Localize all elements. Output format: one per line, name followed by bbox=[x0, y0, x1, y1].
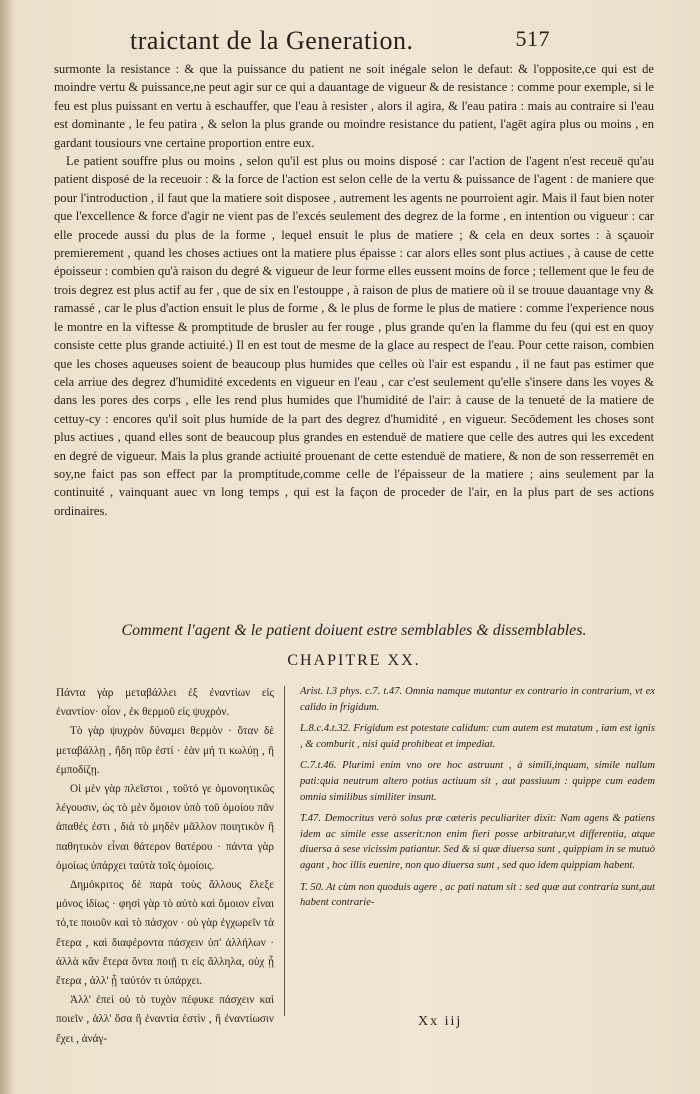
section-heading: Comment l'agent & le patient doiuent estre semblables & dissemblables. bbox=[121, 622, 587, 639]
greek-paragraph: Πάντα γὰρ μεταβάλλει ἐξ ἐναντίων εἰς ἐναντίον· οἷον , ἐκ θερμοῦ εἰς ψυχρόν. bbox=[56, 687, 274, 719]
greek-column bbox=[56, 684, 274, 1049]
gutter-shadow bbox=[0, 0, 14, 1094]
body-paragraph: surmonte la resistance : & que la puissance du patient ne soit inégale selon le defaut: & l'opposite,ce qui est de moindre vertu & puissance,ne peut agir sur ce qui a dauantage de vigueur & de resistance : comme pour exemple, si le feu est plus puissant en vertu à eschauffer, que l'eau à resister , alors il agira, & l'eau patira : mais au contraire si l'eau est dominante , le feu patira , & selon la plus grande ou moindre resistance du patient, l'agēt agira plus ou moins , en gardant tousiours vne certaine proportion entre eux. bbox=[54, 62, 654, 150]
column-divider bbox=[284, 686, 285, 1016]
latin-note: C.7.t.46. Plurimi enim vno ore hoc astruunt , à simili,inquam, simile nullum pati:quia neutrum altero potius actiuum sit , aut passiuum : quippe cum eadem omnia similibus similiter insunt. bbox=[300, 760, 655, 803]
body-paragraph: Le patient souffre plus ou moins , selon qu'il est plus ou moins disposé : car l'action de l'agent n'est receuë qu'au patient disposé de la receuoir : & la force de l'action est selon celle de la vertu & puissance de l'agent : de maniere que pour l'introduction , il faut que la matiere soit disposee , autrement les agents ne pourroient agir. Mais il faut bien noter que l'excellence & force d'agir ne vient pas de l'excés seulement des degrez de la forme , en intention ou vigueur : car elle procede aussi du plus de la forme , lequel ensuit le plus de matiere ; & cela en deux sortes : à sçauoir premierement , quand les choses actiues ont la matiere plus épaisse : car alors elles sont plus actiues , à cause de cette époisseur : combien qu'à raison du degré & vigueur de leur forme elles eussent moins de force ; tellement que le feu de trois degrez est plus actif au fer , que de six en l'estouppe , à raison de plus de matiere où il se trouue dauantage vny & ramassé , car le plus d'action ensuit le plus de forme , & le plus de forme le plus de matiere : comme l'experience nous le montre en la viftesse & promptitude de brusler au fer rouge , plus grande qu'en la flamme du feu (qui est en quoy consiste cette plus grande actiuité.) Il en est tout de mesme de la glace au respect de l'eau. Pour cette raison, combien que les choses aqueuses soient de beaucoup plus humides que celles où l'air est espandu , il ne faut pas estimer que cela arriue des degrez d'humidité excedents en vigueur en l'eau , car c'est seulement qu'elle s'insere dans les voyes & dans les pores des corps , elle les rend plus humides que l'humidité de l'air: à cause de la tenueté de la matiere de cettuy-cy : encores qu'il soit plus humide de la part des degrez d'humidité , en vigueur. Secōdement les choses sont plus actiues , quand elles sont de beaucoup plus grandes en estenduë de matiere que celle des autres qui les excedent en degré de vigueur. Mais la plus grande actiuité prouenant de cette estenduë de matiere, & non de son resserremēt en soy,ne faict pas son effect par la promptitude,comme celle de l'épaisseur de la matiere ; ains seulement par la continuité , vainquant auec vn long temps , qui est la façon de proceder de l'air, en la plus part de ses actions ordinaires. bbox=[54, 154, 654, 518]
greek-paragraph: Τὸ γὰρ ψυχρὸν δύναμει θερμὸν · ὅταν δὲ μεταβάλλῃ , ἤδη πῦρ ἐστί · ἐὰν μή τι κωλύῃ , ἢ ἐμποδίζῃ. bbox=[56, 725, 274, 776]
latin-note: T.47. Democritus verò solus præ cæteris peculiariter dixit: Nam agens & patiens idem ac simile esse asserit:non enim fieri posse arbitratur,vt differentia, atque diuersa à sese vicissim patiantur. Sed & si quæ diuersa sunt , quippiam in se mutuò agant , hoc illis euenire, non quo diuersa sunt , sed quo idem quippiam habent. bbox=[300, 813, 655, 871]
running-head bbox=[130, 26, 550, 58]
greek-paragraph: Δημόκριτος δὲ παρὰ τοὺς ἄλλους ἔλεξε μόνος ἰδίως · φησὶ γὰρ τὸ αὐτὸ καὶ ὅμοιον εἶναι τό,τε ποιοῦν καὶ τὸ πάσχον · οὐ γὰρ ἐγχωρεῖν τὰ ἕτερα , καὶ διαφέροντα πάσχειν ὑπ' ἀλλήλων · ἀλλὰ κἂν ἕτερα ὄντα ποιῇ τι εἰς ἄλληλα, οὐχ ᾗ ἕτερα , ἀλλ' ᾗ ταὐτόν τι ὑπάρχει. bbox=[56, 879, 274, 988]
latin-note: L.8.c.4.t.32. Frigidum est potestate calidum: cum autem est mutatum , iam est ignis , & comburit , nisi quid prohibeat et impediat. bbox=[300, 723, 655, 750]
latin-notes-column bbox=[300, 684, 655, 917]
greek-paragraph: Οἱ μὲν γὰρ πλεῖστοι , τοῦτό γε ὁμονοητικῶς λέγουσιν, ὡς τὸ μὲν ὅμοιον ὑπὸ τοῦ ὁμοίου πᾶν ἀπαθές ἐστι , διὰ τὸ μηδὲν μᾶλλον ποιητικὸν ἢ παθητικὸν εἶναι θάτερον θατέρου · πάντα γὰρ ὁμοίως ὑπάρχει ταὐτὰ τοῖς ὁμοίοις. bbox=[56, 783, 274, 872]
running-head-title: traictant de la Generation. bbox=[130, 26, 414, 55]
body-text bbox=[54, 60, 654, 520]
latin-note: Arist. l.3 phys. c.7. t.47. Omnia namque mutantur ex contrario in contrarium, vt ex calido in frigidum. bbox=[300, 686, 655, 713]
signature-mark: Xx iij bbox=[418, 1014, 463, 1029]
latin-note: T. 50. At cùm non quoduis agere , ac pati natum sit : sed quæ aut contraria sunt,aut habent contrarie- bbox=[300, 881, 655, 909]
greek-paragraph: Ἀλλ' ἐπεὶ οὐ τὸ τυχὸν πέφυκε πάσχειν καὶ ποιεῖν , ἀλλ' ὅσα ἢ ἐναντία ἐστὶν , ἢ ἐναντίωσιν ἔχει , ἀνάγ- bbox=[56, 994, 274, 1045]
chapter-title: CHAPITRE XX. bbox=[287, 652, 421, 669]
page-number: 517 bbox=[515, 26, 550, 51]
